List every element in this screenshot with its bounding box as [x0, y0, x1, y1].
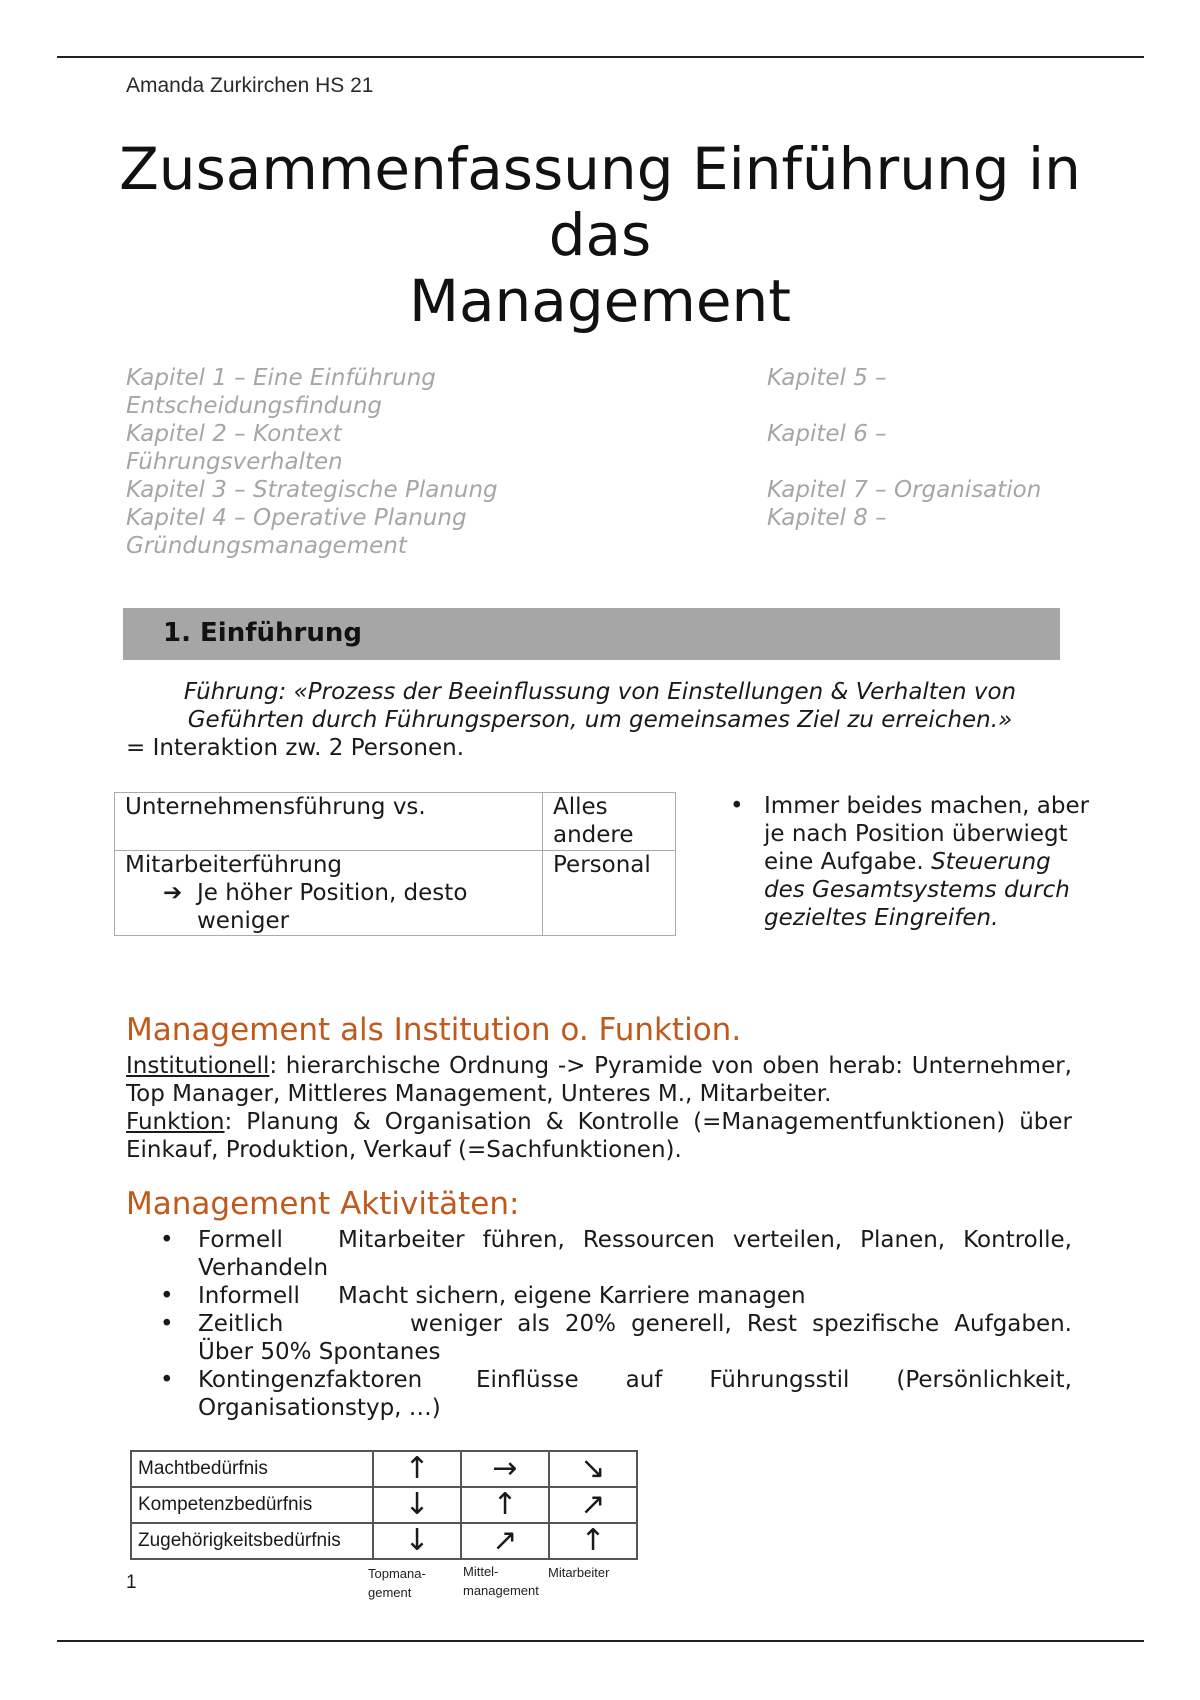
toc-item[interactable]: Kapitel 1 – Eine Einführung [126, 365, 436, 391]
interaction-note: = Interaktion zw. 2 Personen. [126, 735, 465, 761]
institution-heading: Management als Institution o. Funktion. [126, 1012, 742, 1048]
toc-item[interactable]: Führungsverhalten [126, 449, 343, 475]
toc-item[interactable]: Entscheidungsfindung [126, 393, 382, 419]
side-bullet-italic: Steuerung des Gesamtsystems durch gezieltes Eingreifen. [764, 849, 1070, 931]
toc-item[interactable]: Kapitel 6 – [767, 421, 887, 447]
side-bullet-main: Immer beides machen, aber je nach Position überwiegt eine Aufgabe. [764, 793, 1090, 875]
table-row [131, 1487, 637, 1523]
list-item-term: Informell [198, 1283, 300, 1309]
side-bullet-text [764, 792, 1094, 932]
table-cell: Alles andere [543, 793, 676, 851]
table-row [115, 851, 676, 936]
bullet-icon: • [160, 1227, 174, 1253]
list-item-content [198, 1226, 1072, 1282]
title-line-2: das [548, 201, 652, 269]
table-cell: Personal [543, 851, 676, 936]
inst-text: : hierarchische Ordnung -> Pyramide von oben herab: Unternehmer, Top Manager, Mittleres Management, Unteres M., Mitarbeiter. [126, 1053, 1072, 1107]
arrow-icon: ↗ [461, 1523, 549, 1559]
bottom-rule [57, 1640, 1144, 1642]
table-cell: Unternehmensführung vs. [115, 793, 543, 851]
list-item-text: weniger als 20% generell, Rest spezifische Aufgaben. Über 50% Spontanes [198, 1311, 1072, 1365]
needs-table [130, 1450, 638, 1560]
list-item-content [198, 1310, 1072, 1366]
list-item-content [198, 1282, 1072, 1310]
table-row [115, 793, 676, 851]
arrow-icon: → [461, 1451, 549, 1487]
arrow-icon: ↑ [549, 1523, 637, 1559]
author-header: Amanda Zurkirchen HS 21 [126, 74, 374, 97]
caption-line: Mittel- [463, 1564, 499, 1579]
arrow-icon: ↓ [373, 1523, 461, 1559]
section-heading-bar [123, 608, 1060, 660]
top-rule [57, 56, 1144, 58]
arrow-icon: ➔ [163, 880, 183, 906]
caption-line: gement [368, 1585, 412, 1600]
toc-item[interactable]: Kapitel 2 – Kontext [126, 421, 342, 447]
table-row [131, 1523, 637, 1559]
list-item-text: Einflüsse auf Führungsstil (Persönlichkeit, Organisationstyp, …) [198, 1367, 1072, 1421]
section-heading: 1. Einführung [163, 618, 362, 648]
list-item-content [198, 1366, 1072, 1422]
bullet-icon: • [160, 1283, 174, 1309]
inst-label: Institutionell [126, 1053, 270, 1079]
quote-line-2: Geführten durch Führungsperson, um gemeinsames Ziel zu erreichen.» [187, 707, 1013, 733]
toc-item[interactable]: Kapitel 7 – Organisation [767, 477, 1042, 503]
toc-item[interactable]: Kapitel 4 – Operative Planung [126, 505, 467, 531]
cell-note: Je höher Position, desto weniger [197, 880, 468, 934]
toc-item[interactable]: Kapitel 3 – Strategische Planung [126, 477, 498, 503]
fuehrung-table [114, 792, 676, 936]
list-item-term: Kontingenzfaktoren [198, 1367, 423, 1393]
bullet-icon: • [160, 1367, 174, 1393]
function-paragraph [126, 1108, 1072, 1164]
list-item-text: Mitarbeiter führen, Ressourcen verteilen, Planen, Kontrolle, Verhandeln [198, 1227, 1072, 1281]
needs-label: Kompetenzbedürfnis [131, 1487, 373, 1523]
needs-label: Machtbedürfnis [131, 1451, 373, 1487]
caption-topmanagement [368, 1564, 426, 1602]
title-line-3: Management [408, 267, 792, 335]
list-item-term: Formell [198, 1227, 283, 1253]
caption-line: Topmana- [368, 1566, 426, 1581]
institution-paragraph [126, 1052, 1072, 1108]
list-item-term: Zeitlich [198, 1311, 284, 1337]
table-row [131, 1451, 637, 1487]
bullet-icon: • [730, 793, 744, 819]
title-line-1: Zusammenfassung Einführung in [119, 135, 1081, 203]
caption-line: management [463, 1583, 539, 1598]
caption-mittelmanagement [463, 1562, 539, 1600]
func-label: Funktion [126, 1109, 225, 1135]
page-title [100, 136, 1100, 334]
caption-mitarbeiter: Mitarbeiter [548, 1565, 610, 1580]
toc-item[interactable]: Gründungsmanagement [126, 533, 407, 559]
func-text: : Planung & Organisation & Kontrolle (=Managementfunktionen) über Einkauf, Produktion, Verkauf (=Sachfunktionen). [126, 1109, 1072, 1163]
table-cell [115, 851, 543, 936]
arrow-icon: ↑ [461, 1487, 549, 1523]
needs-label: Zugehörigkeitsbedürfnis [131, 1523, 373, 1559]
list-item-text: Macht sichern, eigene Karriere managen [338, 1283, 806, 1309]
fuehrung-definition [140, 678, 1060, 734]
toc-item[interactable]: Kapitel 5 – [767, 365, 887, 391]
quote-line-1: Führung: «Prozess der Beeinflussung von Einstellungen & Verhalten von [183, 679, 1017, 705]
arrow-icon: ↑ [373, 1451, 461, 1487]
cell-line: Mitarbeiterführung [125, 852, 343, 878]
activities-heading: Management Aktivitäten: [126, 1186, 520, 1222]
arrow-icon: ↗ [549, 1487, 637, 1523]
cell-arrow-line [125, 879, 532, 935]
arrow-icon: ↓ [373, 1487, 461, 1523]
arrow-icon: ↘ [549, 1451, 637, 1487]
page-number: 1 [126, 1572, 137, 1593]
bullet-icon: • [160, 1311, 174, 1337]
toc-item[interactable]: Kapitel 8 – [767, 505, 887, 531]
